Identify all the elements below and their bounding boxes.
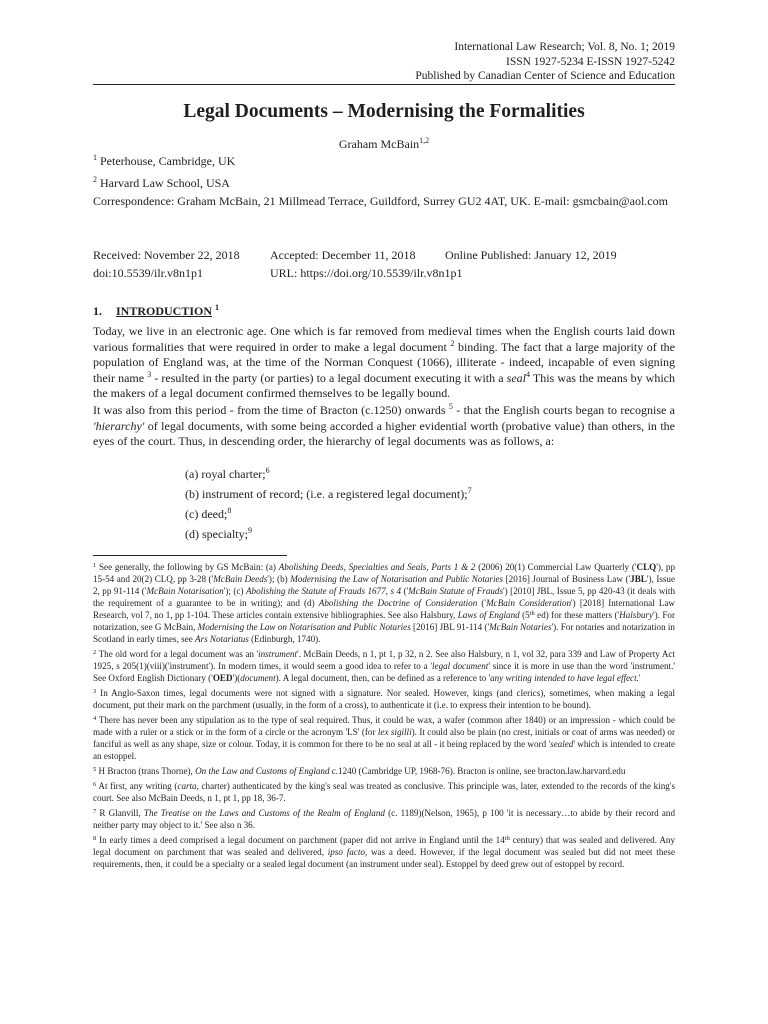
url-link[interactable]: URL: https://doi.org/10.5539/ilr.v8n1p1 — [270, 265, 463, 280]
section-heading: 1. INTRODUCTION $^1$ — [93, 303, 220, 318]
footnotes — [93, 561, 675, 873]
paper-title: Legal Documents – Modernising the Formalities — [183, 101, 585, 122]
intro-paragraph-2: It was also from this period - from the time of Bracton (c.1250) onwards $^5$ - that the English courts began to recognise a 'hierarchy' of legal documents, with some being accorded a higher evidential worth (probative value) than others, in the eyes of the court. Thus, in descending order, the hierarchy of legal documents was as follows, a: — [93, 402, 675, 449]
footnote-rule — [93, 555, 287, 556]
footnote-2: $^2$ The old word for a legal document was an 'instrument'. McBain Deeds, n 1, pt 1, p 32, n 2. See also Halsbury, n 1, vol 32, para 339 and Law of Property Act 1925, s 205(1)(viii)('instrument'). In modern times, it would seem a good idea to refer to a 'legal document' since it is more in use than the word 'instrument.' See Oxford English Dictionary ('OED')(document). A legal document, then, can be defined as a reference to 'any writing intended to have legal effect.' — [93, 649, 675, 683]
correspondence: Correspondence: Graham McBain, 21 Millmead Terrace, Guildford, Surrey GU2 4AT, UK. E-mail: gsmcbain@aol.com — [93, 194, 668, 208]
footnote-1: $^1$ See generally, the following by GS McBain: (a) Abolishing Deeds, Specialties and Seals, Parts 1 & 2 (2006) 20(1) Commercial Law Quarterly ('CLQ'), pp 15-54 and 20(2) CLQ, pp 3-28 ('McBain Deeds'); (b) Modernising the Law of Notarisation and Public Notaries [2016] Journal of Business Law ('JBL'), Issue 2, pp 91-114 ('McBain Notarisation'); (c) Abolishing the Statute of Frauds 1677, s 4 ('McBain Statute of Frauds') [2010] JBL, Issue 5, pp 420-43 (it deals with the requirement of a guarantee to be in writing); and (d) Abolishing the Doctrine of Consideration ('McBain Consideration') [2018] International Law Research, vol 7, no 1, pp 1-104. These articles contain extensive bibliographies. See also Halsbury, Laws of England (5th ed) for these matters ('Halsbury'). For notarization, see G McBain, Modernising the Law on Notarisation and Public Notaries [2016] JBL 91-114 ('McBain Notaries'). For notaries and notarization in Scotland in early times, see Ars Notariatus (Edinburgh, 1740). — [93, 562, 676, 644]
list-item: (b) instrument of record; (i.e. a registered legal document);$^7$ — [185, 486, 472, 501]
footnote-5: $^5$ H Bracton (trans Thorne), On the Law and Customs of England c.1240 (Cambridge UP, 1968-76). Bracton is online, see bracton.law.harvard.edu — [93, 766, 626, 776]
author-marks: 1,2 — [419, 136, 430, 145]
received-date: Received: November 22, 2018 — [93, 248, 240, 262]
author-line — [93, 137, 675, 152]
footnote-3: $^3$ In Anglo-Saxon times, legal documents were not signed with a signature. Nor sealed. However, kings (and clerics), sometimes, when making a legal document, put their mark on the parchment (usually, in the form of a cross), to authenticate it (i.e. to express their intention to be bound). — [93, 688, 675, 710]
publisher-info: Published by Canadian Center of Science and Education — [415, 70, 675, 83]
journal-info: International Law Research; Vol. 8, No. 1; 2019 — [454, 41, 675, 53]
document-hierarchy-list — [185, 464, 472, 544]
header-rule — [93, 84, 675, 85]
doi-text: doi:10.5539/ilr.v8n1p1 — [93, 265, 204, 280]
issn-info: ISSN 1927-5234 E-ISSN 1927-5242 — [506, 55, 675, 68]
list-item: (a) royal charter;$^6$ — [185, 466, 270, 481]
article-dates — [93, 248, 675, 281]
author-name: Graham McBain — [338, 137, 420, 151]
footnote-4: $^4$ There has never been any stipulation as to the type of seal required. Thus, it could be wax, a wafer (common after 1840) or an impression - which could be made with a ruler or a stick or in the form of a circle or the acronym 'LS' (for lex sigilli). It could also be plain (no crest, initials or coat of arms was needed) or fanciful as well as any shape, size or colour. Today, it is common for there to be no seal at all - it being replaced by the word 'sealed' which is intended to create an estoppel. — [93, 715, 676, 761]
footnote-7: $^7$ R Glanvill, The Treatise on the Laws and Customs of the Realm of England (c. 1189)(Nelson, 1965), p 100 'it is necessary…to abide by their record and neither party may object to it.' See also n 36. — [93, 808, 675, 830]
published-date: Online Published: January 12, 2019 — [445, 248, 617, 262]
footnote-6: $^6$ At first, any writing (carta, charter) authenticated by the king's seal was treated as conclusive. This principle was, later, extended to the records of the king's court. See also McBain Deeds, n 1, pt 1, pp 18, 36-7. — [93, 781, 675, 803]
footnote-8: $^8$ In early times a deed comprised a legal document on parchment (paper did not arrive in England until the 14th century) that was sealed and delivered. Any legal document on parchment that was sealed and delivered, ipso facto, was a deed. However, if the legal document was sealed but did not meet these requirements, then, it could be a specialty or a sealed legal document (an instrument under seal). Estoppel by deed grew out of estoppel by record. — [93, 835, 675, 869]
intro-paragraph-1: Today, we live in an electronic age. One which is far removed from medieval times when the English courts laid down various formalities that were required in order to make a legal document $^2$ binding. The fact that a large majority of the population of England was, at the time of the Norman Conquest (1066), illiterate - indeed, incapable of even signing their name $^3$ - resulted in the party (or parties) to a legal document executing it with a seal$^4$ This was the means by which the makers of a legal document confirmed themselves to be legally bound. — [93, 324, 676, 401]
list-item: (d) specialty;$^9$ — [185, 526, 252, 541]
journal-header — [415, 40, 675, 84]
list-item: (c) deed;$^8$ — [185, 506, 232, 521]
affiliation-1: $^1$ Peterhouse, Cambridge, UK — [93, 153, 236, 168]
accepted-date: Accepted: December 11, 2018 — [270, 248, 416, 262]
affiliation-2: $^2$ Harvard Law School, USA — [93, 175, 230, 190]
